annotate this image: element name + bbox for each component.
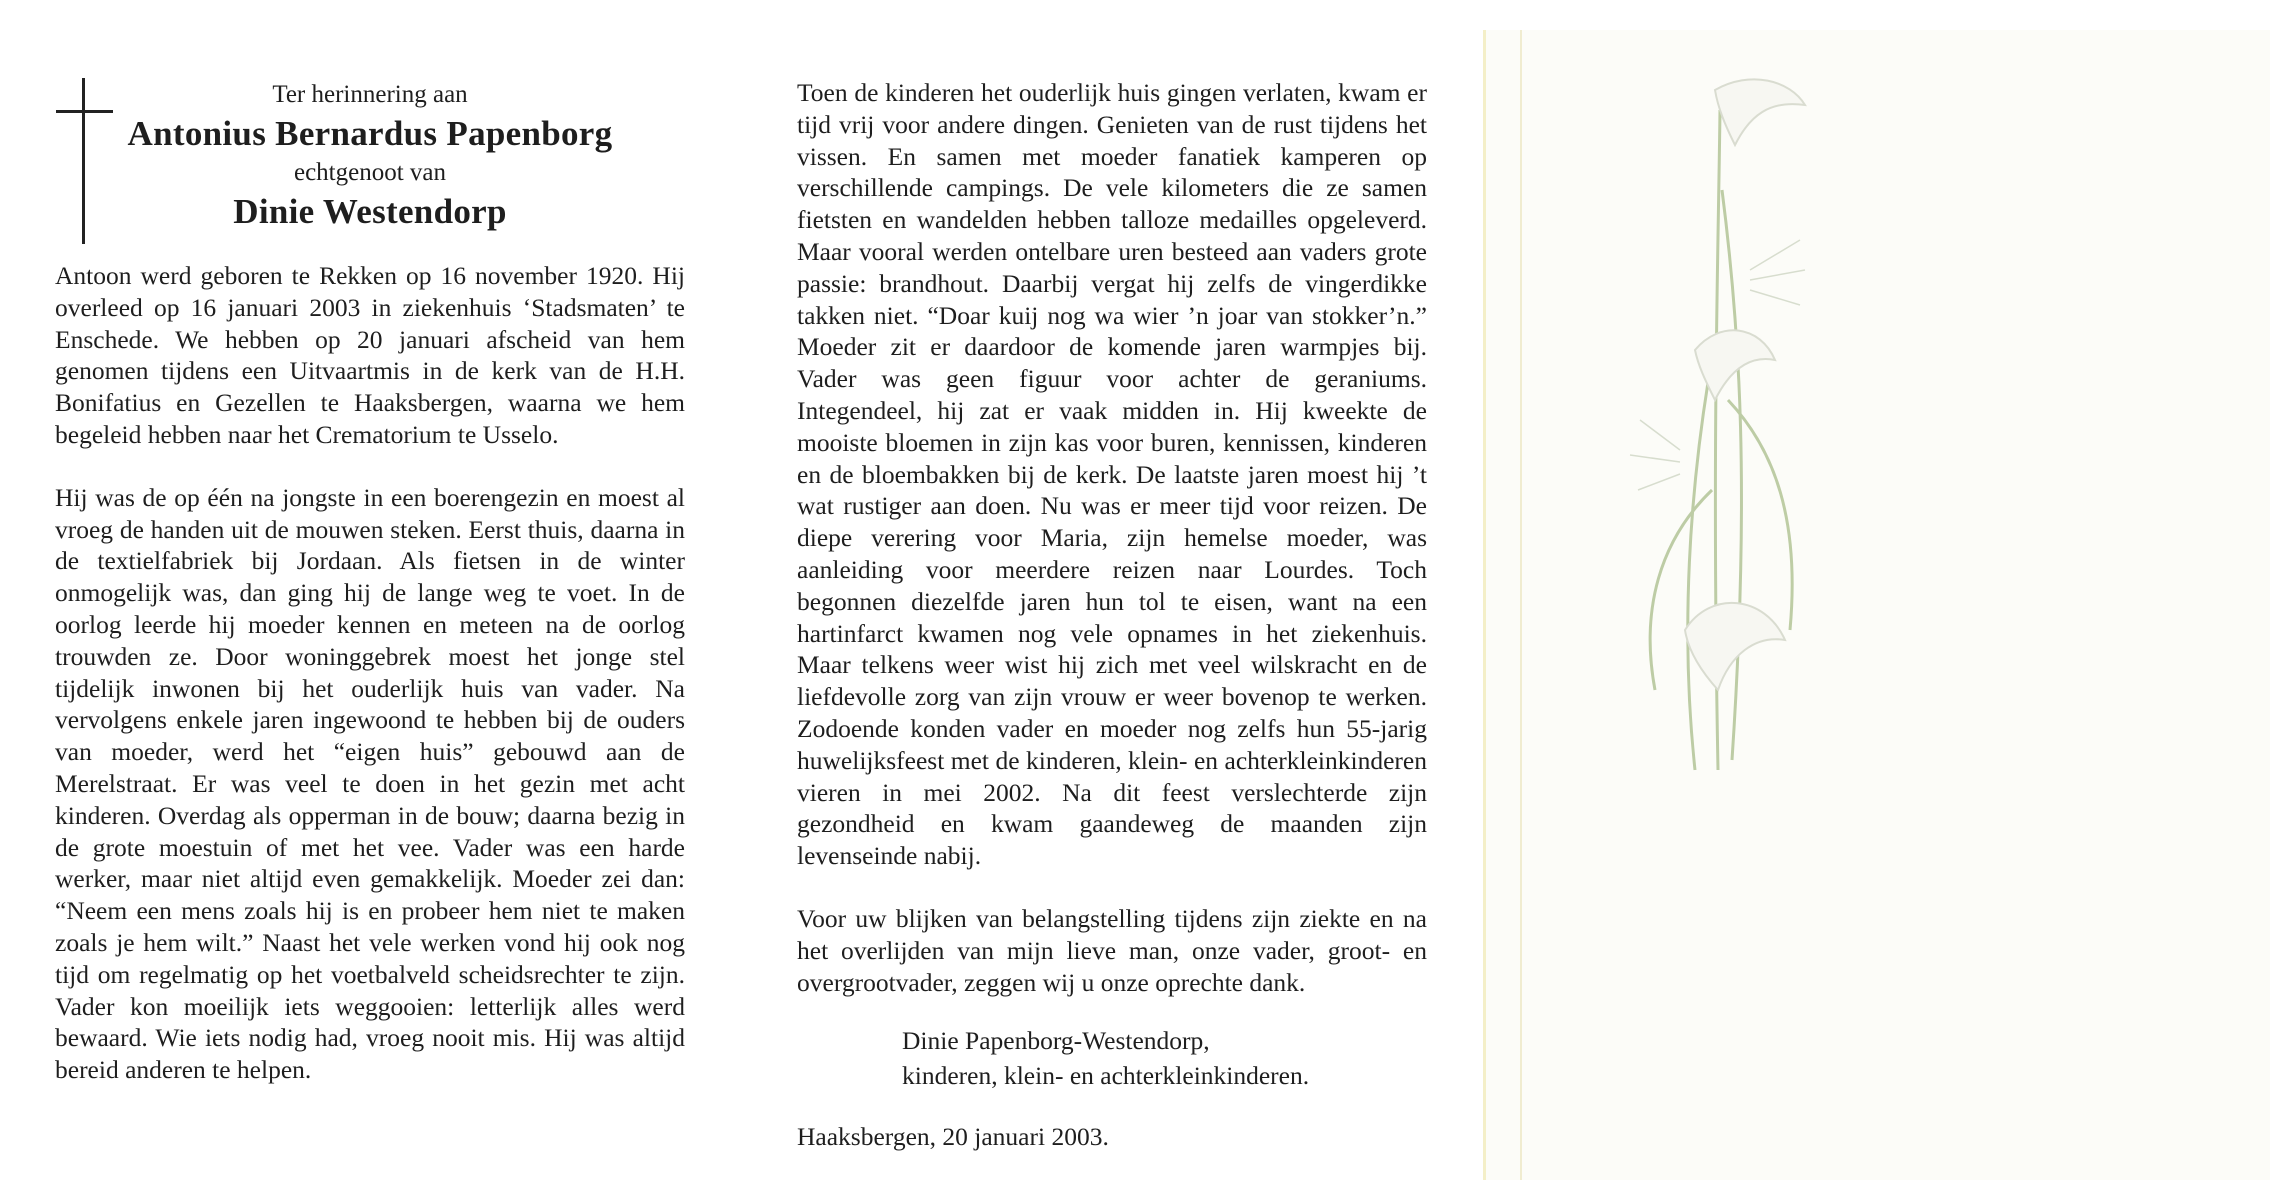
deceased-name: Antonius Bernardus Papenborg — [127, 114, 613, 153]
left-text-column — [55, 260, 685, 1117]
calla-lily-illustration — [1600, 70, 1830, 790]
card-header — [100, 78, 640, 234]
panel-edge-line — [1520, 30, 1522, 1180]
signature-line: kinderen, klein- en achterkleinkinderen. — [902, 1061, 1310, 1090]
header-intro: Ter herinnering aan — [272, 81, 468, 108]
middle-text-column — [797, 77, 1427, 1029]
paragraph: Hij was de op één na jongste in een boerengezin en moest al vroeg de handen uit de mouwen steken. Eerst thuis, daarna in de textielfabriek bij Jordaan. Als fietsen in de winter onmogelijk was, dan ging hij de lange weg te voet. In de oorlog leerde hij moeder kennen en meteen na de oorlog trouwden ze. Door woninggebrek moest het jonge stel tijdelijk inwonen bij het ouderlijk huis van vader. Na vervolgens enkele jaren ingewoond te hebben bij de ouders van moeder, werd het “eigen huis” gebouwd aan de Merelstraat. Er was veel te doen in het gezin met acht kinderen. Overdag als opperman in de bouw; daarna bezig in de grote moestuin of met het vee. Vader was een harde werker, maar niet altijd even gemakkelijk. Moeder zei dan: “Neem een mens zoals hij is en probeer hem niet te maken zoals je hem wilt.” Naast het vele werken vond hij ook nog tijd om regelmatig op het voetbalveld scheidsrechter te zijn. Vader kon moeilijk iets weggooien: letterlijk alles werd bewaard. Wie iets nodig had, vroeg nooit mis. Hij was altijd bereid anderen te helpen. — [55, 482, 685, 1085]
paragraph: Antoon werd geboren te Rekken op 16 november 1920. Hij overleed op 16 januari 2003 in ziekenhuis ‘Stadsmaten’ te Enschede. We hebben op 20 januari afscheid van hem genomen tijdens een Uitvaartmis in de kerk van de H.H. Bonifatius en Gezellen te Haaksbergen, waarna we hem begeleid hebben naar het Crematorium te Usselo. — [55, 261, 685, 449]
paragraph: Toen de kinderen het ouderlijk huis gingen verlaten, kwam er tijd vrij voor andere dingen. Genieten van de rust tijdens het vissen. En samen met moeder fanatiek kamperen op verschillende campings. De vele kilometers die ze samen fietsten en wandelden hebben talloze medailles opgeleverd. Maar vooral werden ontelbare uren besteed aan vaders grote passie: brandhout. Daarbij vergat hij zelfs de vingerdikke takken niet. “Doar kuij nog wa wier ’n joar van stokker’n.” Moeder zit er daardoor de komende jaren warmpjes bij. Vader was geen figuur voor achter de geraniums. Integendeel, hij zat er vaak midden in. Hij kweekte de mooiste bloemen in zijn kas voor buren, kennissen, kinderen en de bloembakken bij de kerk. De laatste jaren moest hij ’t wat rustiger aan doen. Nu was er meer tijd voor reizen. De diepe verering voor Maria, zijn hemelse moeder, was aanleiding voor meerdere reizen naar Lourdes. Toch begonnen diezelfde jaren hun tol te eisen, want na een hartinfarct kwamen nog vele opnames in het ziekenhuis. Maar telkens weer wist hij zich met veel wilskracht en de liefdevolle zorg van zijn vrouw er weer bovenop te werken. Zodoende konden vader en moeder nog zelfs hun 55-jarig huwelijksfeest met de kinderen, klein- en achterkleinkinderen vieren in mei 2002. Na dit feest verslechterde zijn gezondheid en kwam gaandeweg de maanden zijn levenseinde nabij. — [797, 78, 1427, 871]
paragraph: Voor uw blijken van belangstelling tijdens zijn ziekte en na het overlijden van mijn lieve man, onze vader, groot- en overgrootvader, zeggen wij u onze oprechte dank. — [797, 903, 1427, 997]
signature — [902, 1023, 1309, 1093]
stem — [1688, 370, 1710, 770]
place-date: Haaksbergen, 20 januari 2003. — [797, 1122, 1109, 1151]
fold-line — [1483, 30, 1486, 1180]
signature-line: Dinie Papenborg-Westendorp, — [902, 1026, 1210, 1055]
cross-icon — [82, 78, 85, 244]
flower-bloom — [1715, 79, 1805, 145]
header-relation: echtgenoot van — [293, 159, 447, 186]
grass-sprig — [1750, 240, 1805, 305]
spouse-name: Dinie Westendorp — [233, 192, 507, 231]
grass-sprig — [1630, 420, 1680, 490]
flower-bloom — [1685, 603, 1785, 690]
leaf — [1728, 400, 1792, 630]
